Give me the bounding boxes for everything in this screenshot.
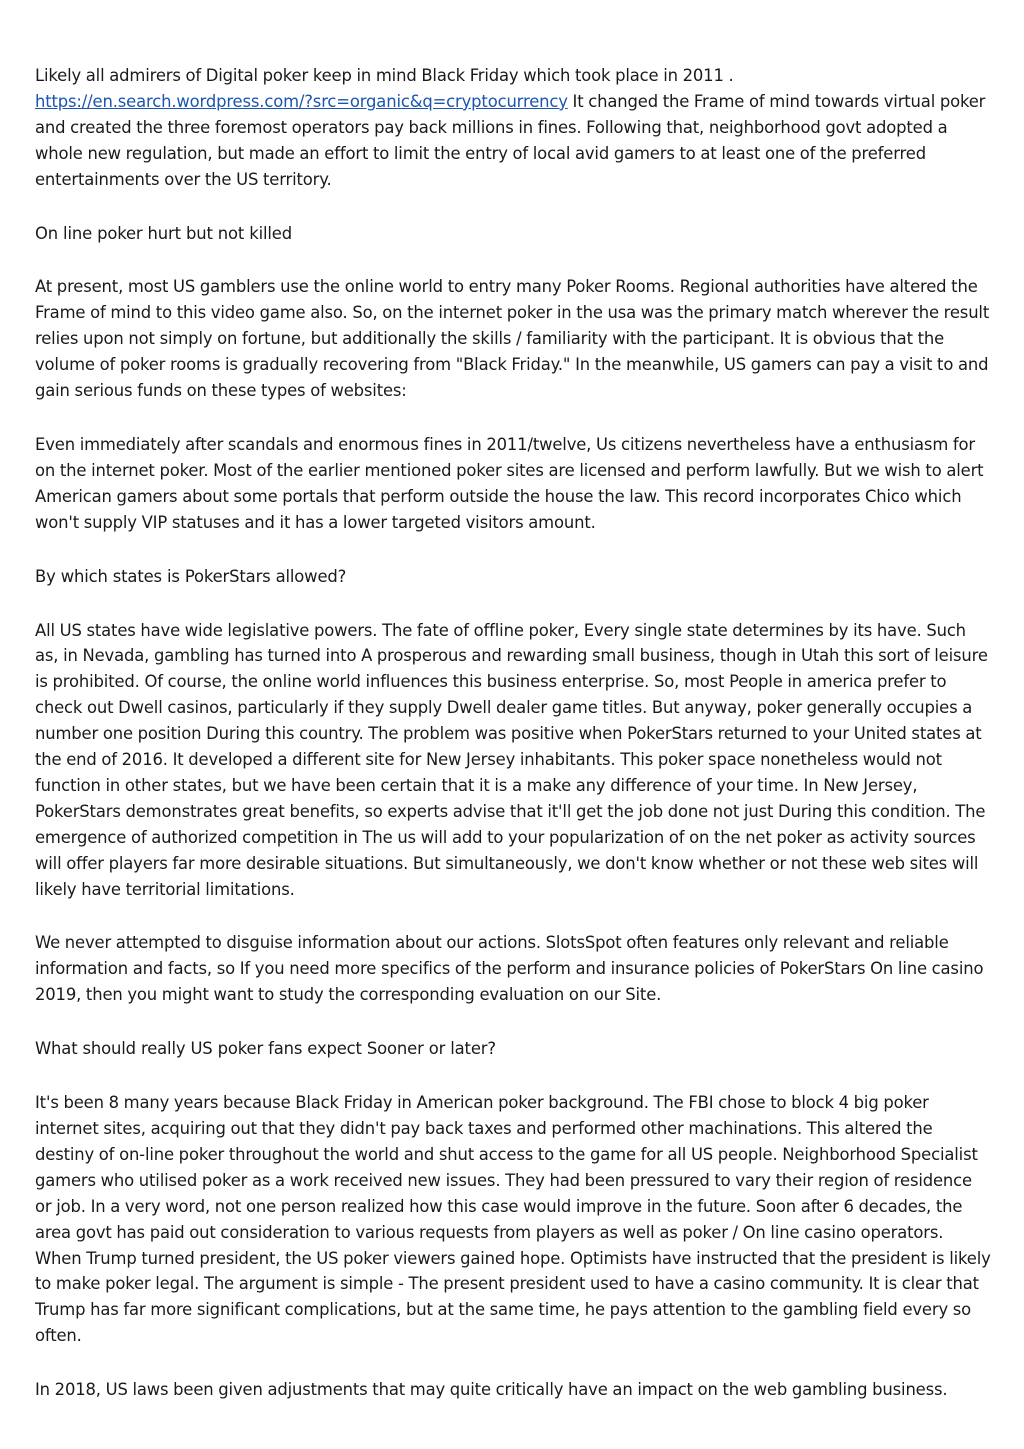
section-heading-pokerstars-states: By which states is PokerStars allowed?: [35, 566, 347, 586]
paragraph-slotsspot: We never attempted to disguise information about our actions. SlotsSpot often features only relevant and reliable information and facts, so If you need more specifics of the perform and insurance policies of PokerStars On line casino 2019, then you might want to study the corresponding evaluation on our Site.: [35, 933, 984, 1005]
paragraph-2018-laws: In 2018, US laws been given adjustments that may quite critically have an impact on the web gambling business.: [35, 1380, 948, 1400]
article-body: [35, 63, 993, 1431]
intro-paragraph: [35, 63, 993, 193]
section-heading-future: What should really US poker fans expect Sooner or later?: [35, 1039, 496, 1059]
paragraph-scandals: Even immediately after scandals and enormous fines in 2011/twelve, Us citizens nevertheless have a enthusiasm for on the internet poker. Most of the earlier mentioned poker sites are licensed and perform lawfully. But we wish to alert American gamers about some portals that perform outside the house the law. This record incorporates Chico which won't supply VIP statuses and it has a lower targeted visitors amount.: [35, 434, 984, 532]
search-link[interactable]: https://en.search.wordpress.com/?src=organic&q=cryptocurrency: [35, 91, 568, 111]
intro-text: Likely all admirers of Digital poker keep in mind Black Friday which took place in 2011 .: [35, 66, 734, 85]
paragraph-black-friday-history: It's been 8 many years because Black Friday in American poker background. The FBI chose to block 4 big poker internet sites, acquiring out that they didn't pay back taxes and performed other machinations. This altered the destiny of on-line poker throughout the world and shut access to the game for all US people. Neighborhood Specialist gamers who utilised poker as a work received new issues. They had been pressured to vary their region of residence or job. In a very word, not one person realized how this case would improve in the future. Soon after 6 decades, the area govt has paid out consideration to various requests from players as well as poker / On line casino operators. When Trump turned president, the US poker viewers gained hope. Optimists have instructed that the president is likely to make poker legal. The argument is simple - The present president used to have a casino community. It is clear that Trump has far more significant complications, but at the same time, he pays attention to the gambling field every so often.: [35, 1093, 991, 1346]
section-heading-online-poker: On line poker hurt but not killed: [35, 223, 292, 243]
paragraph-present-gamblers: At present, most US gamblers use the online world to entry many Poker Rooms. Regional authorities have altered the Frame of mind to this video game also. So, on the internet poker in the usa was the primary match wherever the result relies upon not simply on fortune, but additionally the skills / familiarity with the participant. It is obvious that the volume of poker rooms is gradually recovering from "Black Friday." In the meanwhile, US gamers can pay a visit to and gain serious funds on these types of websites:: [35, 277, 990, 401]
paragraph-legislative-powers: All US states have wide legislative powers. The fate of offline poker, Every single state determines by its have. Such as, in Nevada, gambling has turned into A prosperous and rewarding small business, though in Utah this sort of leisure is prohibited. Of course, the online world influences this business enterprise. So, most People in america prefer to check out Dwell casinos, particularly if they supply Dwell dealer game titles. But anyway, poker generally occupies a number one position During this country. The problem was positive when PokerStars returned to your United states at the end of 2016. It developed a different site for New Jersey inhabitants. This poker space nonetheless would not function in other states, but we have been certain that it is a make any difference of your time. In New Jersey, PokerStars demonstrates great benefits, so experts advise that it'll get the job done not just During this condition. The emergence of authorized competition in The us will add to your popularization of on the net poker as activity sources will offer players far more desirable situations. But simultaneously, we don't know whether or not these web sites will likely have territorial limitations.: [35, 620, 988, 899]
intro-text-continued: It changed the Frame of mind towards virtual poker and created the three foremost operators pay back millions in fines. Following that, neighborhood govt adopted a whole new regulation, but made an effort to limit the entry of local avid gamers to at least one of the preferred entertainments over the US territory.: [35, 91, 986, 189]
